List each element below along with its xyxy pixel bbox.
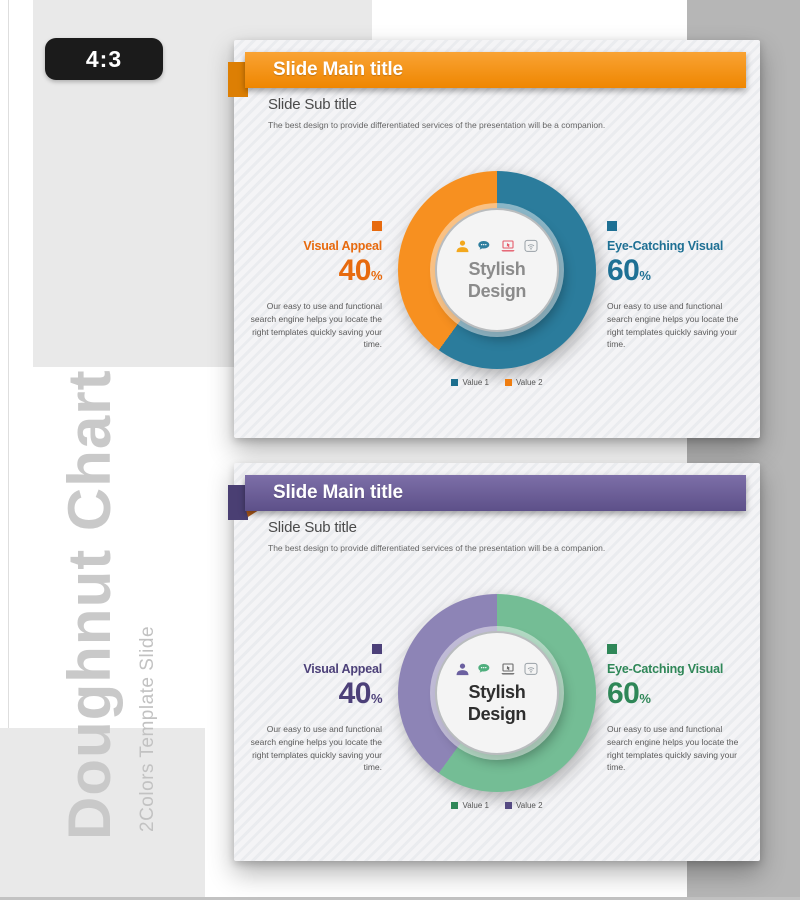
slide-preview-2[interactable] <box>234 463 760 861</box>
center-icons <box>455 238 539 254</box>
legend-item <box>505 378 543 387</box>
aspect-ratio-badge <box>45 38 163 80</box>
laptop-icon <box>500 238 516 254</box>
person-icon <box>455 662 470 677</box>
stat-description: Our easy to use and functional search engine helps you locate the right templates quickly saving your time. <box>250 724 382 773</box>
legend-item <box>505 801 543 810</box>
stat-marker <box>607 221 617 231</box>
center-caption-line1: Stylish <box>468 259 526 280</box>
center-caption <box>468 682 526 724</box>
page-subtitle: 2Colors Template Slide <box>137 625 158 832</box>
person-icon <box>455 239 470 254</box>
stat-value: 40% <box>338 677 382 710</box>
wifi-router-icon <box>523 661 539 677</box>
stat-description: Our easy to use and functional search engine helps you locate the right templates quickly saving your time. <box>607 301 739 350</box>
stat-marker <box>372 644 382 654</box>
legend-swatch <box>505 802 512 809</box>
stat-value: 60% <box>607 254 651 287</box>
doughnut-center <box>435 631 559 755</box>
stat-description: Our easy to use and functional search engine helps you locate the right templates quickly saving your time. <box>250 301 382 350</box>
stat-description: Our easy to use and functional search engine helps you locate the right templates quickly saving your time. <box>607 724 739 773</box>
legend-label: Value 2 <box>516 378 543 387</box>
slide-sub-title: Slide Sub title <box>268 519 357 536</box>
stat-label: Visual Appeal <box>303 662 382 676</box>
left-divider-line <box>8 0 9 728</box>
right-stat-block <box>607 641 739 774</box>
left-stat-block <box>250 218 382 351</box>
doughnut-center <box>435 208 559 332</box>
stat-value: 60% <box>607 677 651 710</box>
center-caption-line2: Design <box>467 703 527 724</box>
legend-label: Value 1 <box>462 378 489 387</box>
stat-marker <box>607 644 617 654</box>
right-stat-block <box>607 218 739 351</box>
ribbon-fold <box>246 87 259 94</box>
stat-label: Eye-Catching Visual <box>607 662 724 676</box>
chart-legend <box>234 378 760 387</box>
stat-marker <box>372 221 382 231</box>
slide-main-title: Slide Main title <box>273 59 403 80</box>
legend-label: Value 1 <box>462 801 489 810</box>
center-caption-line1: Stylish <box>468 682 526 703</box>
left-stat-block <box>250 641 382 774</box>
stat-value: 40% <box>338 254 382 287</box>
laptop-icon <box>500 661 516 677</box>
chat-icon <box>477 661 493 677</box>
page-title: Doughnut Chart <box>56 369 123 840</box>
chat-icon <box>477 238 493 254</box>
chart-legend <box>234 801 760 810</box>
ribbon-fold <box>246 510 259 517</box>
title-ribbon <box>245 52 746 88</box>
center-caption-line2: Design <box>467 280 527 301</box>
legend-swatch <box>451 379 458 386</box>
slide-description: The best design to provide differentiated services of the presentation will be a companion. <box>268 120 606 130</box>
center-icons <box>455 661 539 677</box>
legend-swatch <box>505 379 512 386</box>
slide-preview-1[interactable] <box>234 40 760 438</box>
stat-label: Visual Appeal <box>303 239 382 253</box>
slide-main-title: Slide Main title <box>273 482 403 503</box>
title-ribbon <box>245 475 746 511</box>
legend-label: Value 2 <box>516 801 543 810</box>
aspect-ratio-label: 4:3 <box>85 45 123 72</box>
slide-sub-title: Slide Sub title <box>268 96 357 113</box>
stat-label: Eye-Catching Visual <box>607 239 724 253</box>
legend-swatch <box>451 802 458 809</box>
center-caption <box>468 259 526 301</box>
legend-item <box>451 378 489 387</box>
slide-description: The best design to provide differentiated services of the presentation will be a companion. <box>268 543 606 553</box>
wifi-router-icon <box>523 238 539 254</box>
legend-item <box>451 801 489 810</box>
